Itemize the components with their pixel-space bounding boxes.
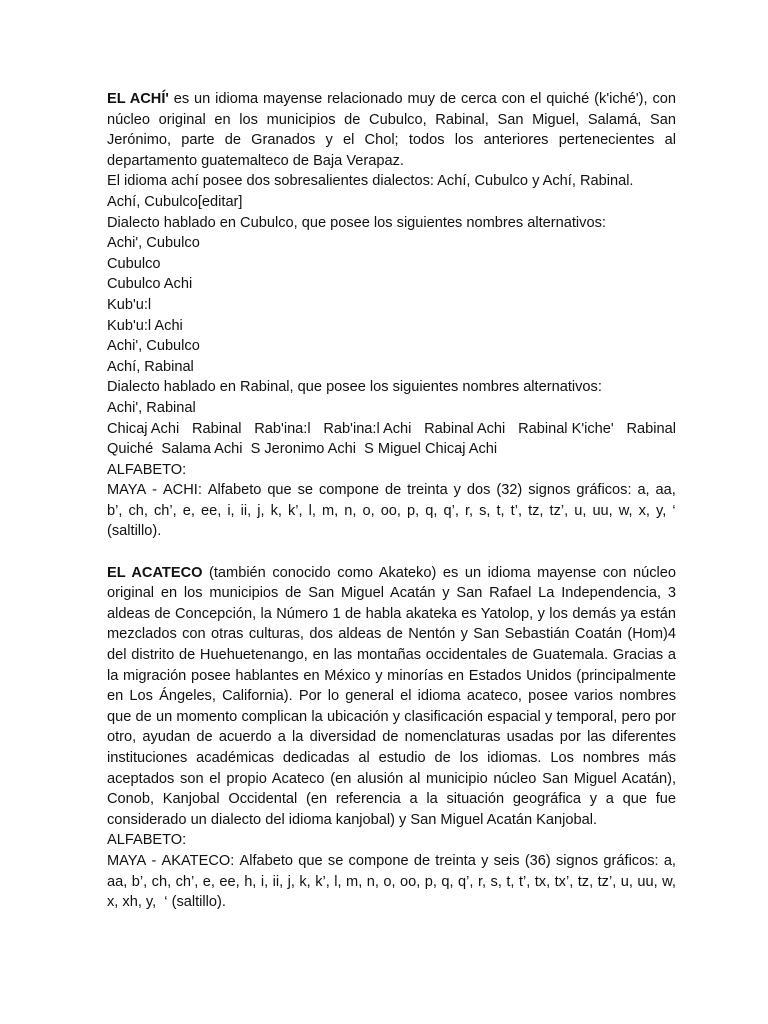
rabinal-names-row [107,419,676,440]
alphabet-token: ii, [272,873,284,890]
alphabet-token: l, [334,873,342,890]
alphabet-token: i, [227,502,235,519]
acateco-title: EL ACATECO [107,564,203,581]
achi-alphabet-label: ALFABETO: [107,461,187,478]
alphabet-token: r, [464,502,474,519]
alphabet-token: que [267,482,292,499]
section-spacer [107,542,676,563]
achi-intro-paragraph [107,89,676,171]
alphabet-token: tz, [577,873,594,890]
alphabet-token: q, [425,502,438,519]
alphabet-token: ch’, [153,502,177,519]
list-item: Kub'u:l [107,296,152,313]
acateco-paragraph [107,563,676,831]
list-item: Achi', Cubulco [107,338,200,355]
alphabet-token: q’, [458,873,474,890]
alphabet-token: j, [257,502,265,519]
alphabet-token: t, [496,502,505,519]
alphabet-token: n, [344,502,357,519]
achi-alphabet-row-1 [107,480,676,501]
alphabet-token: u, [620,873,633,890]
achi-alphabet-row-3: (saltillo). [107,523,162,540]
alphabet-token: - [151,852,157,869]
alphabet-token: q’, [443,502,459,519]
alphabet-token: treinta [407,482,448,499]
alphabet-token: k, [270,502,282,519]
alphabet-token: aa, [107,873,128,890]
alphabet-token: que [298,852,323,869]
alphabet-token: tx’, [554,873,574,890]
alphabet-token: w, [662,873,676,890]
alphabet-token: a, [637,482,650,499]
list-item: Rab'ina:l Achi [323,420,412,437]
achi-alphabet-row-2 [107,501,676,522]
list-item: Cubulco Achi [107,276,193,293]
alphabet-token: uu, [592,502,613,519]
rabinal-description: Dialecto hablado en Rabinal, que posee los siguientes nombres alternativos: [107,379,602,396]
rabinal-heading: Achí, Rabinal [107,358,194,375]
alphabet-token: oo, [380,502,401,519]
alphabet-token: ‘ [672,502,676,519]
alphabet-token: se [297,482,314,499]
alphabet-token: AKATECO: [161,852,235,869]
alphabet-token: aa, [655,482,676,499]
alphabet-token: MAYA [107,482,147,499]
alphabet-token: t’, [510,502,523,519]
alphabet-token: ch, [128,502,148,519]
alphabet-token: compone [348,852,409,869]
alphabet-token: l, [308,502,316,519]
list-item: Rab'ina:l [254,420,311,437]
alphabet-token: y [481,852,489,869]
achi-title: EL ACHÍ' [107,91,169,107]
alphabet-token: h, [244,873,257,890]
alphabet-token: tz’, [597,873,617,890]
alphabet-token: treinta [435,852,476,869]
alphabet-token: x, [638,502,650,519]
alphabet-token: se [327,852,344,869]
alphabet-token: j, [287,873,295,890]
list-item: Rabinal [626,420,676,437]
alphabet-token: signos [556,852,599,869]
list-item: Achi', Cubulco [107,235,200,252]
list-item: Kub'u:l Achi [107,317,183,334]
alphabet-token: b’, [131,873,148,890]
alphabet-token: p, [424,873,437,890]
alphabet-token: de [384,482,402,499]
alphabet-token: - [152,482,158,499]
list-item: Chicaj Achi [107,420,180,437]
alphabet-token: a, [663,852,676,869]
achi-intro-text: es un idioma mayense relacionado muy de cerca con el quiché (k'iché'), con núcleo original en los municipios de Cubulco, Rabinal, San Miguel, Salamá, San Jerónimo, parte de Granados y el Chol; todos los anteriores pertenecientes al departamento guatemalteco de Baja Verapaz. [107,91,676,169]
alphabet-token: Alfabeto [207,482,262,499]
cubulco-heading: Achí, Cubulco[editar] [107,193,243,210]
acateco-alphabet-row-2 [107,872,676,893]
alphabet-token: s, [490,873,502,890]
alphabet-token: t, [506,873,515,890]
acateco-alphabet-row-1 [107,851,676,872]
list-item: Rabinal [191,420,242,437]
list-item: Cubulco [107,255,161,272]
rabinal-first-name: Achi', Rabinal [107,399,196,416]
alphabet-token: k’, [315,873,330,890]
alphabet-token: k, [299,873,311,890]
alphabet-token: ch’, [175,873,199,890]
achi-dialects-sentence: El idioma achí posee dos sobresalientes dialectos: Achí, Cubulco y Achí, Rabinal. [107,173,634,190]
alphabet-token: q, [441,873,454,890]
alphabet-token: p, [407,502,420,519]
alphabet-token: t’, [518,873,531,890]
alphabet-token: ee, [200,502,222,519]
alphabet-token: ii, [240,502,252,519]
acateco-alphabet-label: ALFABETO: [107,832,187,849]
list-item: Rabinal Achi [424,420,506,437]
alphabet-token: tz, [528,502,544,519]
alphabet-token: m, [321,502,339,519]
alphabet-token: e, [202,873,215,890]
alphabet-token: gráficos: [603,852,659,869]
alphabet-token: b’, [107,502,123,519]
alphabet-token: seis [493,852,520,869]
alphabet-token: dos [466,482,491,499]
alphabet-token: y [453,482,461,499]
alphabet-token: tx, [534,873,551,890]
alphabet-token: Alfabeto [239,852,294,869]
alphabet-token: y, [656,502,667,519]
alphabet-token: tz’, [549,502,569,519]
alphabet-token: uu, [637,873,658,890]
alphabet-token: signos [528,482,571,499]
acateco-text: (también conocido como Akateko) es un idioma mayense con núcleo original en los municipios de San Miguel Acatán y San Rafael La Independencia, 3 aldeas de Concepción, la Número 1 de habla akateka es Yatolop, y los demás ya están mezclados con otras culturas, dos aldeas de Nentón y San Sebastián Coatán (Hom)4 del distrito de Huehuetenango, en las montañas occidentales de Guatemala. Gracias a la migración posee hablantes en México y minorías en Estados Unidos (principalmente en Los Ángeles, California). Por lo general el idioma acateco, posee varios nombres que de un momento complican la ubicación y clasificación espacial y temporal, pero por otro, ayudan de acuerdo a la diversidad de nomenclaturas usadas por las diferentes instituciones académicas dedicadas al estudio de los idiomas. Los nombres más aceptados son el propio Acateco (en alusión al municipio núcleo San Miguel Acatán), Conob, Kanjobal Occidental (en referencia a la situación geográfica y a que fue considerado un dialecto del idioma kanjobal) y San Miguel Acatán Kanjobal. [107,564,676,828]
alphabet-token: oo, [400,873,421,890]
alphabet-token: o, [362,502,375,519]
alphabet-token: e, [182,502,195,519]
cubulco-description: Dialecto hablado en Cubulco, que posee los siguientes nombres alternativos: [107,214,606,231]
alphabet-token: ch, [151,873,172,890]
alphabet-token: u, [574,502,587,519]
document-page [107,89,676,913]
alphabet-token: MAYA [107,852,147,869]
rabinal-names-row-2: Quiché Salama Achi S Jeronimo Achi S Miguel Chicaj Achi [107,441,498,458]
alphabet-token: w, [618,502,633,519]
alphabet-token: i, [260,873,269,890]
alphabet-token: s, [479,502,491,519]
alphabet-token: k’, [288,502,303,519]
alphabet-token: m, [346,873,363,890]
alphabet-token: ee, [219,873,240,890]
alphabet-token: n, [366,873,379,890]
cubulco-names-list [107,233,676,357]
alphabet-token: compone [318,482,380,499]
alphabet-token: r, [477,873,487,890]
alphabet-token: o, [383,873,396,890]
alphabet-token: gráficos: [576,482,632,499]
list-item: Rabinal K'iche' [518,420,614,437]
alphabet-token: de [413,852,431,869]
acateco-alphabet-row-3: x, xh, y, ‘ (saltillo). [107,894,226,911]
alphabet-token: (36) [524,852,551,869]
alphabet-token: ACHI: [162,482,202,499]
alphabet-token: (32) [496,482,523,499]
